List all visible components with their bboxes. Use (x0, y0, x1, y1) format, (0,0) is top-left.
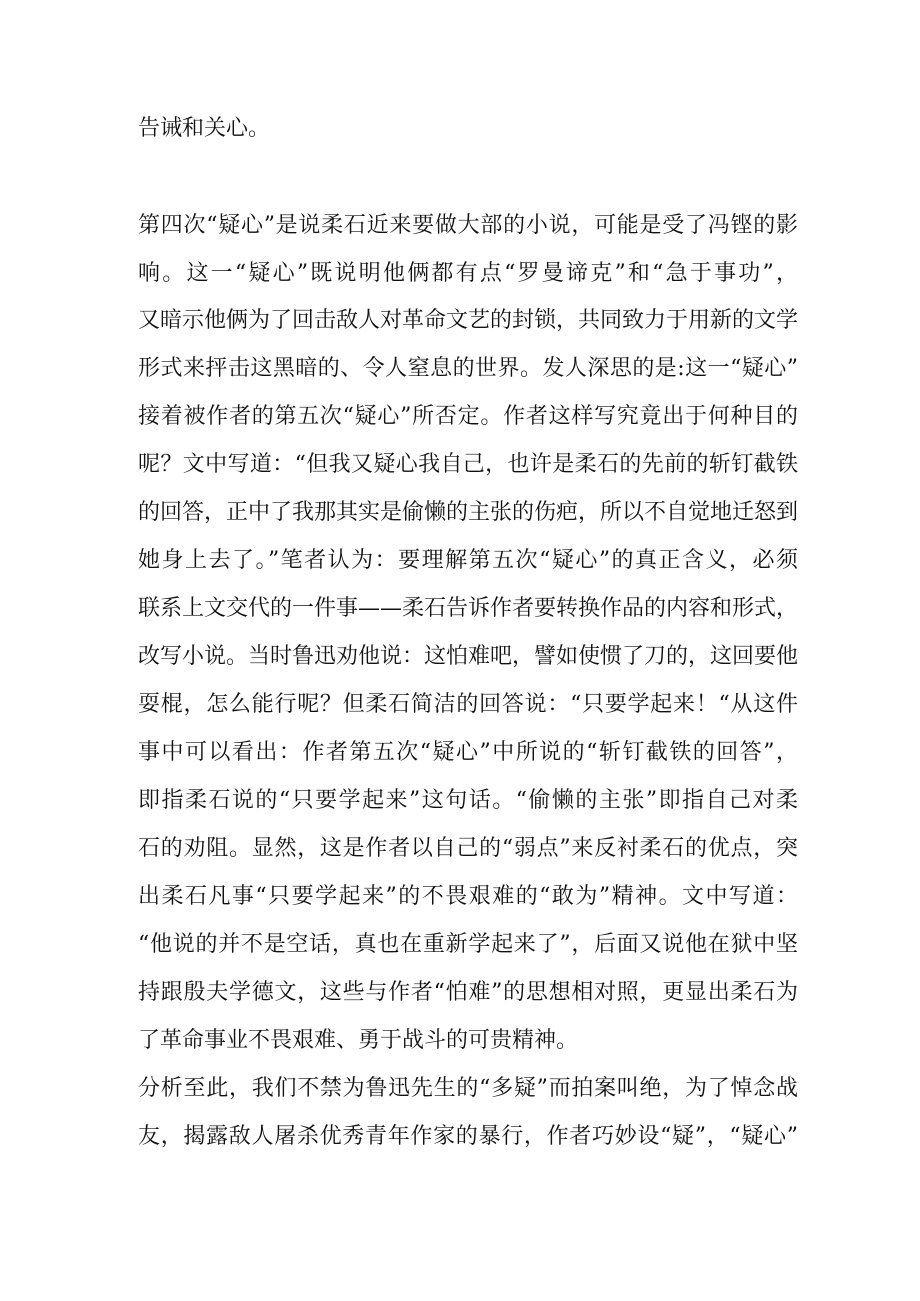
text-line: 了革命事业不畏艰难、勇于战斗的可贵精神。 (138, 1028, 579, 1053)
text-line: 的回答，正中了我那其实是偷懒的主张的伤疤，所以不自觉地迁怒到 (138, 500, 799, 525)
text-line: 告诫和关心。 (138, 116, 271, 141)
text-line: 分析至此，我们不禁为鲁迅先生的“多疑”而拍案叫绝，为了悼念战 (138, 1076, 798, 1101)
text-line: “他说的并不是空话，真也在重新学起来了”，后面又说他在狱中坚 (138, 932, 798, 957)
text-line: 她身上去了。”笔者认为：要理解第五次“疑心”的真正含义，必须 (138, 548, 798, 573)
text-line: 友，揭露敌人屠杀优秀青年作家的暴行，作者巧妙设“疑”，“疑心” (138, 1124, 798, 1149)
text-line: 改写小说。当时鲁迅劝他说：这怕难吧，譬如使惯了刀的，这回要他 (138, 644, 799, 669)
text-line: 第四次“疑心”是说柔石近来要做大部的小说，可能是受了冯铿的影 (138, 213, 798, 238)
text-line: 呢？文中写道：“但我又疑心我自己，也许是柔石的先前的斩钉截铁 (138, 452, 798, 477)
text-line: 又暗示他俩为了回击敌人对革命文艺的封锁，共同致力于用新的文学 (138, 308, 799, 333)
text-line: 接着被作者的第五次“疑心”所否定。作者这样写究竟出于何种目的 (138, 404, 798, 429)
text-line: 出柔石凡事“只要学起来”的不畏艰难的“敢为”精神。文中写道： (138, 884, 798, 909)
text-line: 响。这一“疑心”既说明他俩都有点“罗曼谛克”和“急于事功”， (138, 261, 798, 286)
text-line: 即指柔石说的“只要学起来”这句话。“偷懒的主张”即指自己对柔 (138, 788, 798, 813)
text-line: 事中可以看出：作者第五次“疑心”中所说的“斩钉截铁的回答”， (138, 740, 798, 765)
text-line: 形式来抨击这黑暗的、令人窒息的世界。发人深思的是:这一“疑心” (138, 356, 798, 381)
text-line: 石的劝阻。显然，这是作者以自己的“弱点”来反衬柔石的优点，突 (138, 836, 798, 861)
text-line: 耍棍，怎么能行呢？但柔石简洁的回答说：“只要学起来！“从这件 (138, 692, 798, 717)
text-line: 联系上文交代的一件事——柔石告诉作者要转换作品的内容和形式， (138, 596, 799, 621)
text-line: 持跟殷夫学德文，这些与作者“怕难”的思想相对照，更显出柔石为 (138, 980, 798, 1005)
